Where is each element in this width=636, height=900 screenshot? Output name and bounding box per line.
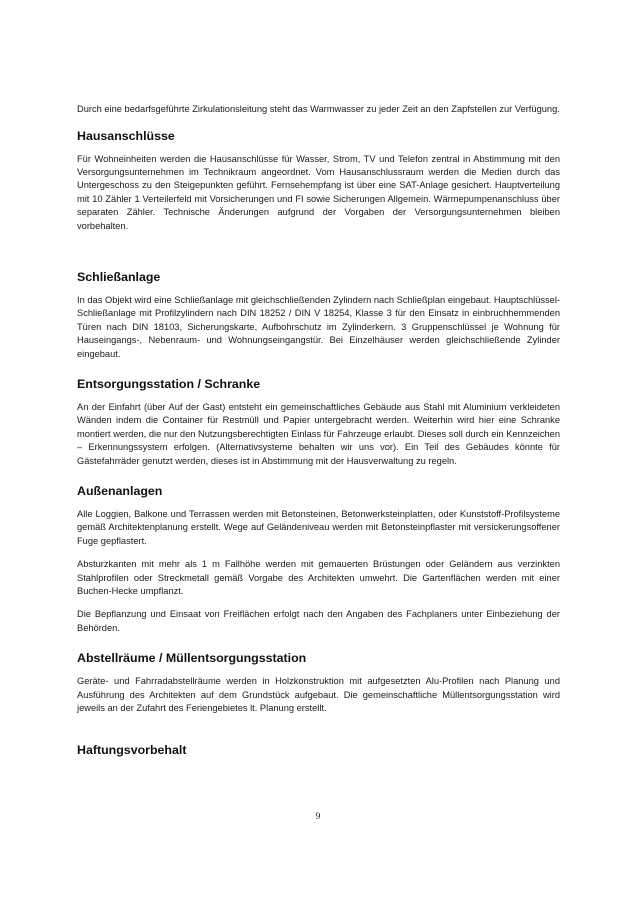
section-heading: Haftungsvorbehalt xyxy=(77,743,187,758)
document-page xyxy=(77,100,560,767)
section-abstellraeume xyxy=(77,651,560,715)
section-paragraph: In das Objekt wird eine Schließanlage mit gleichschließenden Zylindern nach Schließplan eingebaut. Hauptschlüssel-Schließanlage mit Profilzylindern nach DIN 18252 / DIN V 18254, Klasse 3 für den Einsatz in einbruchhemmenden Türen nach DIN 18103, Sicherungskarte, Aufbohrschutz im Zylinderkern. 3 Gruppenschlüssel je Wohnung für Hauseingangs-, Nebenraum- und Wohnungseingangstür. Bei Einzelhäuser werden gleichschließende Zylinder eingebaut. xyxy=(77,294,560,359)
section-heading: Außenanlagen xyxy=(77,484,163,498)
section-heading: Entsorgungsstation / Schranke xyxy=(77,376,261,391)
section-heading: Abstellräume / Müllentsorgungsstation xyxy=(77,651,307,666)
section-aussenanlagen xyxy=(77,484,560,635)
intro-paragraph: Durch eine bedarfsgeführte Zirkulationsleitung steht das Warmwasser zu jeder Zeit an den Zapfstellen zur Verfügung. xyxy=(77,104,560,114)
section-haftungsvorbehalt xyxy=(77,743,560,758)
section-heading: Hausanschlüsse xyxy=(77,128,175,143)
section-hausanschluesse xyxy=(77,129,560,233)
section-entsorgungsstation xyxy=(77,377,560,468)
section-heading: Schließanlage xyxy=(77,269,161,284)
section-schliessanlage xyxy=(77,270,560,361)
section-paragraph: Alle Loggien, Balkone und Terrassen werden mit Betonsteinen, Betonwerksteinplatten, oder Kunststoff-Profilsysteme gemäß Architektenplanung erstellt. Wege auf Geländeniveau werden mit Betonsteinpflaster mit versickerungsoffener Fuge gepflastert. xyxy=(77,509,560,546)
section-paragraph: Für Wohneinheiten werden die Hausanschlüsse für Wasser, Strom, TV und Telefon zentral in Abstimmung mit den Versorgungsunternehmen im Technikraum angeordnet. Vom Hausanschlussraum werden die Medien durch das Untergeschoss zu den Steigepunkten geführt. Fernsehempfang ist über eine SAT-Anlage gesichert. Hauptverteilung mit 10 Zähler 1 Verteilerfeld mit Vorsicherungen und FI sowie Sicherungen Allgemein. Wärmepumpenanschluss über separaten Zähler. Technische Änderungen aufgrund der Vorgaben der Versorgungsunternehmen bleiben vorbehalten. xyxy=(77,153,560,231)
section-paragraph: Die Bepflanzung und Einsaat von Freiflächen erfolgt nach den Angaben des Fachplaners unter Einbeziehung der Behörden. xyxy=(77,609,560,633)
section-paragraph: Geräte- und Fahrradabstellräume werden in Holzkonstruktion mit aufgesetzten Alu-Profilen nach Planung und Ausführung des Architekten auf dem Grundstück aufgebaut. Die gemeinschaftliche Müllentsorgungsstation wird jeweils an der Zufahrt des Feriengebietes lt. Planung erstellt. xyxy=(77,676,560,714)
section-paragraph: An der Einfahrt (über Auf der Gast) entsteht ein gemeinschaftliches Gebäude aus Stahl mit Aluminium verkleideten Wänden indem die Container für Restmüll und Papier untergebracht werden. Weiterhin wird hier eine Schranke montiert werden, die nur den Nutzungsberechtigten Einlass für Fahrzeuge erlaubt. Dieses soll durch ein Kennzeichen – Erkennungssystem erfolgen. (Alternativsysteme behalten wir uns vor). Ein Teil des Gebäudes könnte für Gästefahrräder genutzt werden, dieses ist in Abstimmung mit der Hausverwaltung zu regeln. xyxy=(77,401,560,466)
page-number: 9 xyxy=(315,812,321,822)
section-paragraph: Absturzkanten mit mehr als 1 m Fallhöhe werden mit gemauerten Brüstungen oder Geländern aus verzinkten Stahlprofilen oder Streckmetall gemäß Vorgabe des Architekten umwehrt. Die Gartenflächen werden mit einer Buchen-Hecke umpflanzt. xyxy=(77,559,560,597)
